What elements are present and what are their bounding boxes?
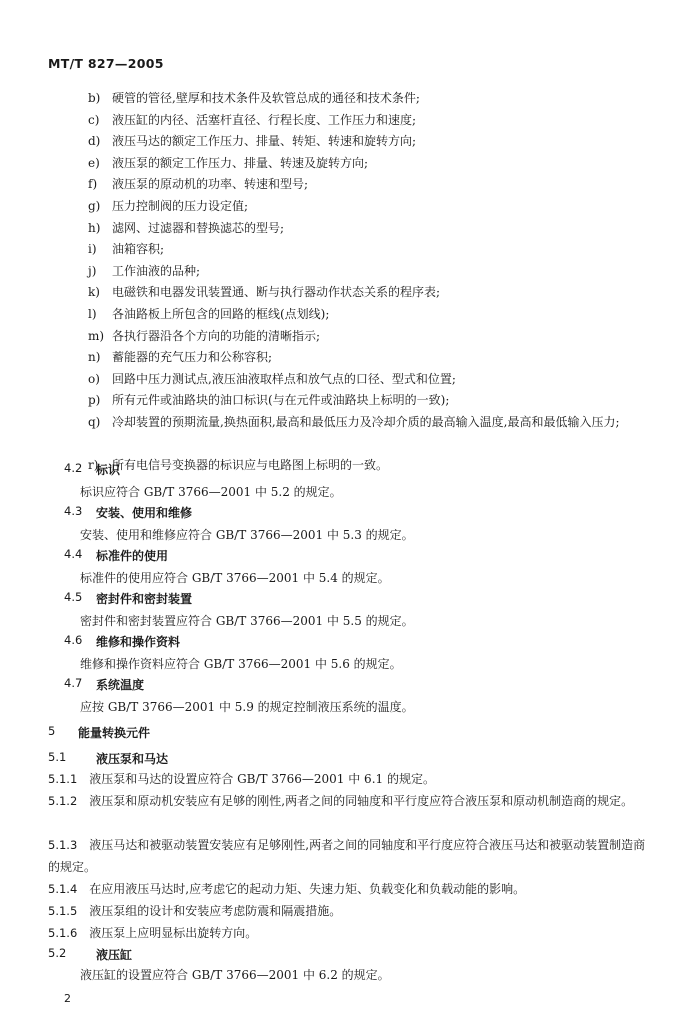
list-marker: n) — [88, 350, 101, 365]
list-marker: o) — [88, 371, 100, 386]
section-heading: 密封件和密封装置 — [96, 592, 193, 606]
section-body: 密封件和密封装置应符合 GB/T 3766—2001 中 5.5 的规定。 — [80, 614, 414, 628]
list-text: 回路中压力测试点,液压油液取样点和放气点的口径、型式和位置; — [112, 371, 456, 386]
list-text: 液压缸的内径、活塞杆直径、行程长度、工作压力和速度; — [112, 112, 417, 127]
list-text: 冷却装置的预期流量,换热面积,最高和最低压力及冷却介质的最高输入温度,最高和最低输入压力; — [112, 414, 620, 429]
list-marker: m) — [88, 328, 105, 343]
paragraph-number: 5.1.2 — [48, 794, 78, 808]
list-item — [0, 347, 697, 369]
section-body: 液压缸的设置应符合 GB/T 3766—2001 中 6.2 的规定。 — [80, 968, 390, 982]
paragraph-5-1-1 — [48, 768, 652, 790]
paragraph-text: 在应用液压马达时,应考虑它的起动力矩、失速力矩、负载变化和负载动能的影响。 — [89, 882, 526, 896]
section-heading: 液压缸 — [96, 948, 133, 962]
list-text: 液压泵的额定工作压力、排量、转速及旋转方向; — [112, 155, 369, 170]
list-item — [0, 326, 697, 348]
section-number: 4.2 — [64, 461, 83, 475]
requirements-list — [0, 88, 697, 477]
paragraph-text: 液压泵和原动机安装应有足够的刚性,两者之间的同轴度和平行度应符合液压泵和原动机制造商的规定。 — [89, 794, 634, 808]
list-marker: d) — [88, 134, 101, 149]
paragraph-number: 5.1.1 — [48, 772, 78, 786]
section-heading: 液压泵和马达 — [96, 752, 169, 766]
list-text: 各执行器沿各个方向的功能的清晰指示; — [112, 328, 321, 343]
list-text: 压力控制阀的压力设定值; — [112, 198, 249, 213]
paragraph-5-1-3 — [48, 834, 652, 878]
paragraph-5-1-2 — [48, 790, 652, 812]
list-item — [0, 412, 697, 455]
list-item — [0, 239, 697, 261]
list-marker: f) — [88, 177, 98, 192]
section-body: 维修和操作资料应符合 GB/T 3766—2001 中 5.6 的规定。 — [80, 657, 402, 671]
list-text: 液压马达的额定工作压力、排量、转矩、转速和旋转方向; — [112, 134, 417, 149]
list-marker: h) — [88, 220, 101, 235]
list-text: 电磁铁和电器发讯装置通、断与执行器动作状态关系的程序表; — [112, 285, 441, 300]
list-item — [0, 174, 697, 196]
section-number: 5.2 — [48, 946, 67, 960]
section-body: 标准件的使用应符合 GB/T 3766—2001 中 5.4 的规定。 — [80, 571, 390, 585]
list-marker: l) — [88, 306, 97, 321]
list-item — [0, 131, 697, 153]
list-item — [0, 110, 697, 132]
section-heading: 安装、使用和维修 — [96, 506, 193, 520]
paragraph-5-1-6 — [48, 922, 652, 944]
section-heading: 维修和操作资料 — [96, 635, 181, 649]
list-item — [0, 153, 697, 175]
list-text: 油箱容积; — [112, 242, 165, 257]
section-body: 安装、使用和维修应符合 GB/T 3766—2001 中 5.3 的规定。 — [80, 528, 414, 542]
list-text: 蓄能器的充气压力和公称容积; — [112, 350, 273, 365]
list-text: 各油路板上所包含的回路的框线(点划线); — [112, 306, 330, 321]
list-marker: r) — [88, 457, 99, 472]
paragraph-number: 5.1.5 — [48, 904, 78, 918]
list-item — [0, 218, 697, 240]
list-text: 液压泵的原动机的功率、转速和型号; — [112, 177, 309, 192]
section-body: 应按 GB/T 3766—2001 中 5.9 的规定控制液压系统的温度。 — [80, 700, 414, 714]
list-item — [0, 282, 697, 304]
paragraph-text: 液压泵组的设计和安装应考虑防震和隔震措施。 — [89, 904, 342, 918]
section-number: 4.4 — [64, 547, 83, 561]
list-item — [0, 304, 697, 326]
page-number: 2 — [64, 992, 71, 1005]
section-number: 4.3 — [64, 504, 83, 518]
paragraph-number: 5.1.6 — [48, 926, 78, 940]
list-text: 所有元件或油路块的油口标识(与在元件或油路块上标明的一致); — [112, 393, 450, 408]
list-marker: p) — [88, 393, 101, 408]
section-number: 4.5 — [64, 590, 83, 604]
list-marker: c) — [88, 112, 100, 127]
paragraph-5-1-5 — [48, 900, 652, 922]
list-item — [0, 369, 697, 391]
chapter-heading: 能量转换元件 — [78, 726, 151, 740]
list-marker: k) — [88, 285, 100, 300]
list-text: 滤网、过滤器和替换滤芯的型号; — [112, 220, 285, 235]
document-code: MT/T 827—2005 — [48, 56, 164, 71]
section-body: 标识应符合 GB/T 3766—2001 中 5.2 的规定。 — [80, 485, 342, 499]
paragraph-number: 5.1.3 — [48, 838, 78, 852]
paragraph-text: 液压泵上应明显标出旋转方向。 — [89, 926, 258, 940]
chapter-number: 5 — [48, 724, 56, 738]
paragraph-text: 液压泵和马达的设置应符合 GB/T 3766—2001 中 6.1 的规定。 — [89, 772, 435, 786]
section-number: 4.6 — [64, 633, 83, 647]
section-heading: 系统温度 — [96, 678, 145, 692]
list-text: 工作油液的品种; — [112, 263, 201, 278]
list-marker: e) — [88, 155, 100, 170]
paragraph-text: 液压马达和被驱动装置安装应有足够刚性,两者之间的同轴度和平行度应符合液压马达和被驱动装置制造商的规定。 — [48, 838, 646, 874]
paragraph-number: 5.1.4 — [48, 882, 78, 896]
list-item — [0, 88, 697, 110]
list-marker: j) — [88, 263, 97, 278]
list-marker: q) — [88, 414, 101, 429]
section-heading: 标识 — [96, 463, 121, 477]
section-number: 4.7 — [64, 676, 83, 690]
section-heading: 标准件的使用 — [96, 549, 169, 563]
list-text: 所有电信号变换器的标识应与电路图上标明的一致。 — [112, 457, 389, 472]
list-item — [0, 261, 697, 283]
list-item — [0, 390, 697, 412]
section-number: 5.1 — [48, 750, 67, 764]
list-marker: i) — [88, 242, 97, 257]
list-marker: g) — [88, 198, 101, 213]
list-marker: b) — [88, 91, 101, 105]
paragraph-5-1-4 — [48, 878, 652, 900]
list-text: 硬管的管径,壁厚和技术条件及软管总成的通径和技术条件; — [112, 91, 420, 105]
list-item — [0, 196, 697, 218]
